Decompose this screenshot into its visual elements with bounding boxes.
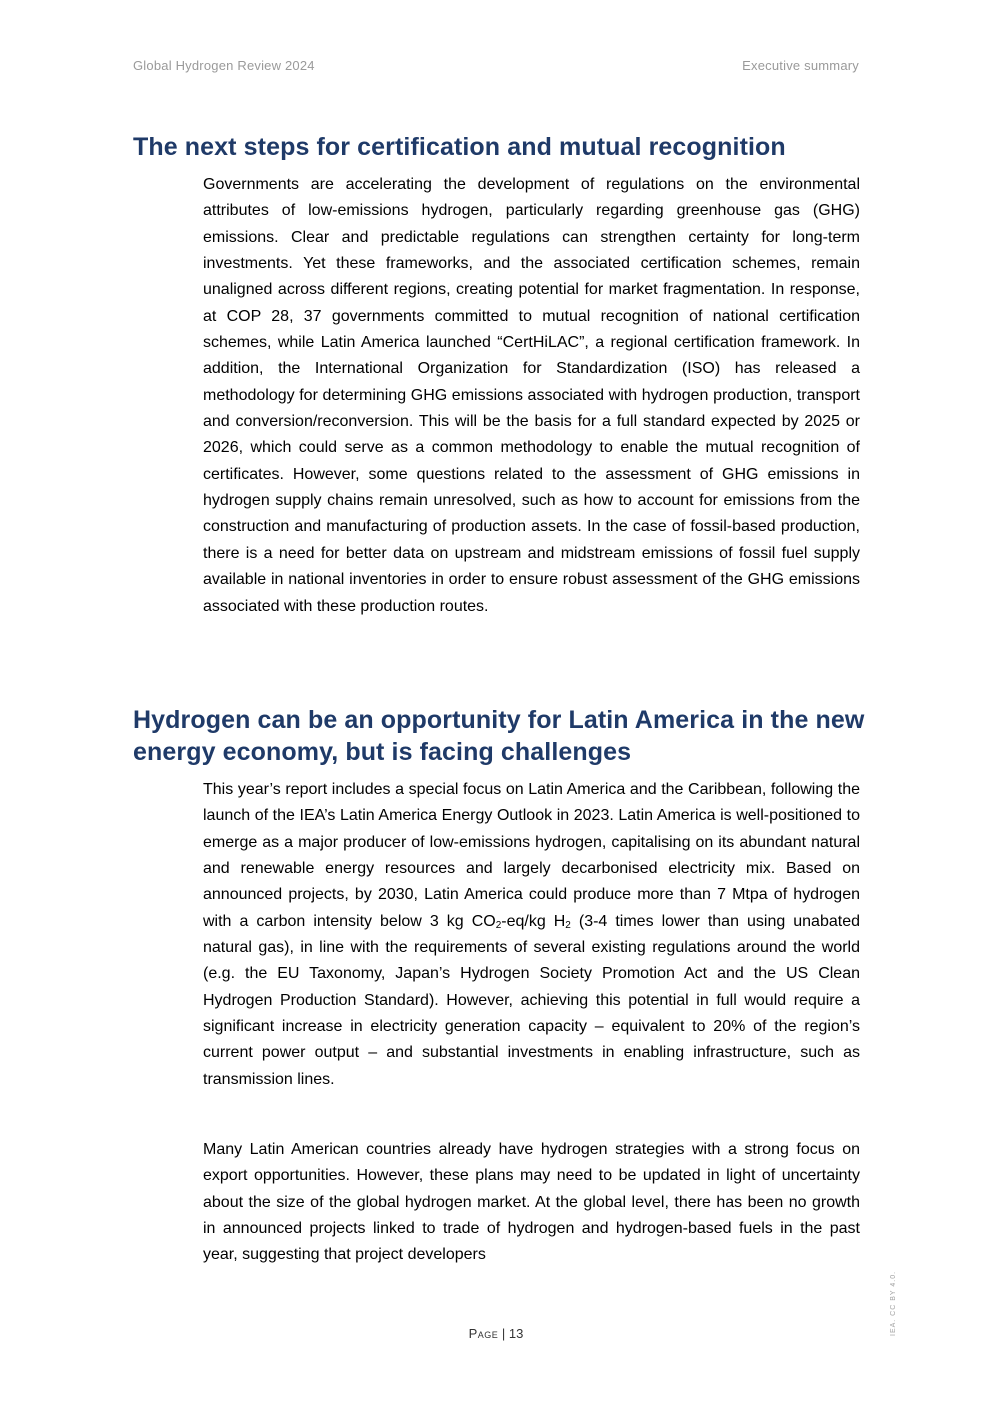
text-run: This year’s report includes a special focus on Latin America and the Caribbean, following the launch of the IEA’s Latin America Energy Outlook in 2023. Latin America is well-positioned to emerge as a major producer of low-emissions hydrogen, capitalising on its abundant natural and renewable energy resources and largely decarbonised electricity mix. Based on announced projects, by 2030, Latin America could produce more than 7 Mtpa of hydrogen with a carbon intensity below 3 kg CO [203,781,860,930]
page-separator: | [498,1326,509,1341]
paragraph-certification: Governments are accelerating the development of regulations on the environmental attributes of low-emissions hydrogen, particularly regarding greenhouse gas (GHG) emissions. Clear and predictable regulations can strengthen certainty for long-term investments. Yet these frameworks, and the associated certification schemes, remain unaligned across different regions, creating potential for market fragmentation. In response, at COP 28, 37 governments committed to mutual recognition of national certification schemes, while Latin America launched “CertHiLAC”, a regional certification framework. In addition, the International Organization for Standardization (ISO) has released a methodology for determining GHG emissions associated with hydrogen production, transport and conversion/reconversion. This will be the basis for a full standard expected by 2025 or 2026, which could serve as a common methodology to enable the mutual recognition of certificates. However, some questions related to the assessment of GHG emissions in hydrogen supply chains remain unresolved, such as how to account for emissions from the construction and manufacturing of production assets. In the case of fossil-based production, there is a need for better data on upstream and midstream emissions of fossil fuel supply available in national inventories in order to ensure robust assessment of the GHG emissions associated with these production routes. [203,176,860,615]
subscript: 2 [495,919,502,931]
section-heading-certification: The next steps for certification and mutual recognition [133,133,786,161]
report-title: Global Hydrogen Review 2024 [133,58,315,73]
text-run: (3-4 times lower than using unabated natural gas), in line with the requirements of several existing regulations around the world (e.g. the EU Taxonomy, Japan’s Hydrogen Society Promotion Act and the US Clean Hydrogen Production Standard). However, achieving this potential in full would require a significant increase in electricity generation capacity – equivalent to 20% of the region’s current power output – and substantial investments in enabling infrastructure, such as transmission lines. [203,912,860,1088]
page-number: 13 [508,1326,524,1341]
paragraph-latin-america-2: Many Latin American countries already have hydrogen strategies with a strong focus on export opportunities. However, these plans may need to be updated in light of uncertainty about the size of the global hydrogen market. At the global level, there has been no growth in announced projects linked to trade of hydrogen and hydrogen-based fuels in the past year, suggesting that project developers [203,1141,860,1264]
subscript: 2 [565,919,571,931]
section-label: Executive summary [742,58,859,73]
paragraph-latin-america-1 [203,777,860,1093]
text-run: -eq/kg H [501,912,566,930]
page-footer [0,1326,992,1341]
section-heading-latin-america: Hydrogen can be an opportunity for Latin America in the new energy economy, but is facing challenges [133,706,865,766]
page-label: Page [468,1326,499,1341]
license-note: IEA. CC BY 4.0. [890,1270,897,1336]
page-header [133,58,859,76]
